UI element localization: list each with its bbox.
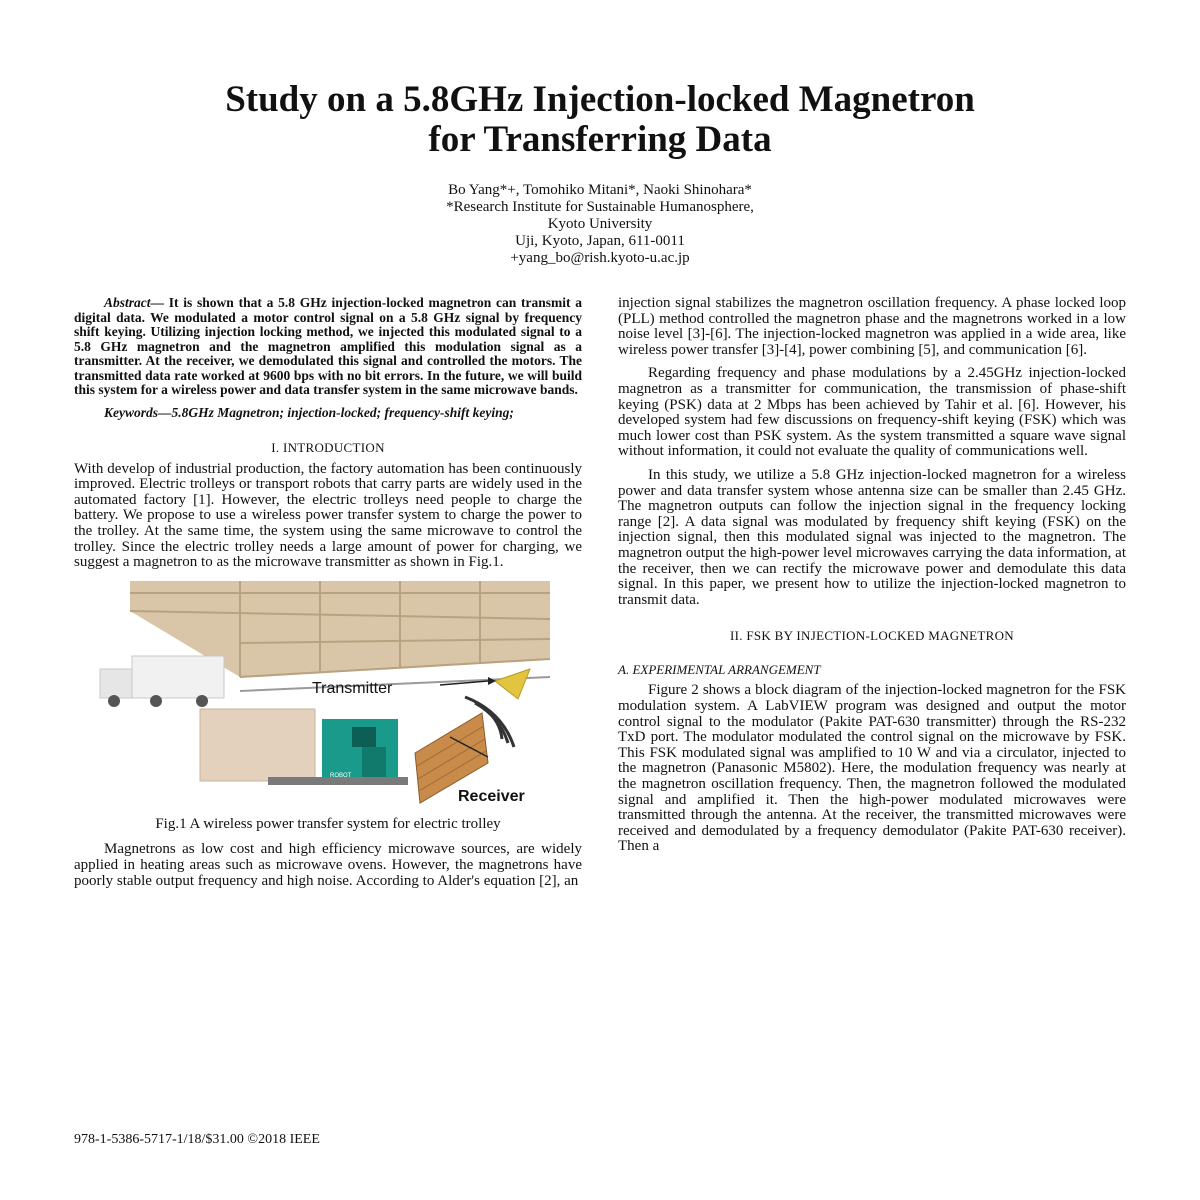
title-line-2: for Transferring Data [428,119,772,160]
author-email: +yang_bo@rish.kyoto-u.ac.jp [510,250,690,266]
copyright-footer: 978-1-5386-5717-1/18/$31.00 ©2018 IEEE [74,1132,320,1147]
trolley-device-label: ROBOT [330,772,352,779]
figure-1-caption: Fig.1 A wireless power transfer system for electric trolley [155,815,501,832]
transmitter-antenna [495,669,530,699]
abstract-label: Abstract [104,295,151,310]
cargo-box [200,709,315,781]
author-affiliation: *Research Institute for Sustainable Humanosphere, [446,199,754,215]
figure-1-illustration [90,581,570,809]
abstract-text: — It is shown that a 5.8 GHz injection-locked magnetron can transmit a digital data. We modulated a motor control signal on a 5.8 GHz signal by frequency shift keying. Utilizing injection locking method, we injected this modulated signal to a 5.8 GHz magnetron and the magnetron amplified this modulation signal as a transmitter. At the receiver, we demodulated this signal and controlled the motors. The transmitted data rate worked at 9600 bps with no bit errors. In the future, we will build this system for a wireless power and data transfer system in the same microwave bands. [74,295,582,397]
author-names: Bo Yang*+, Tomohiko Mitani*, Naoki Shinohara* [448,182,752,198]
figure-1 [90,581,570,809]
author-block [300,182,900,267]
intro-paragraph-2: Magnetrons as low cost and high efficiency microwave sources, are widely applied in heating areas such as microwave ovens. However, the magnetrons have poorly stable output frequency and high noise. According to Alder's equation [2], an [74,841,582,889]
truck-illustration [100,656,224,707]
author-university: Kyoto University [547,216,653,232]
right-paragraph-1: injection signal stabilizes the magnetron oscillation frequency. A phase locked loop (PLL) method controlled the magnetron phase and the magnetrons worked in a low noise level [3]-[6]. The injection-locked magnetron was applied in a wide area, like wireless power transfer [3]-[4], power combining [5], and communication [6]. [618,295,1126,358]
author-address: Uji, Kyoto, Japan, 611-0011 [515,233,685,249]
intro-heading: I. INTRODUCTION [271,440,385,455]
left-column [74,296,582,889]
keywords: Keywords—5.8GHz Magnetron; injection-locked; frequency-shift keying; [104,404,514,420]
right-paragraph-4: Figure 2 shows a block diagram of the injection-locked magnetron for the FSK modulation system. A LabVIEW program was designed and output the motor control signal to the modulator (Pakite PAT-630 transmitter) through the RS-232 TxD port. The modulator modulated the control signal on the microwave by FSK. This FSK modulated signal was amplified to 10 W and via a circulator, injected to the magnetron (Panasonic M5802). Here, the modulation frequency was nearly at the magnetron oscillation frequency. Then, the magnetron followed the modulated signal and amplified it. Then the high-power modulated microwaves were transmitted through the antenna. At the receiver, the transmitted microwaves were received and demodulated by a frequency demodulator (Pakite PAT-630 receiver). Then a [618,682,1126,855]
paper-title [60,80,1140,160]
title-line-1: Study on a 5.8GHz Injection-locked Magnetron [225,79,975,120]
right-paragraph-2: Regarding frequency and phase modulations by a 2.45GHz injection-locked magnetron as a transmitter for communication, the transmission of phase-shift keying (PSK) data at 2 Mbps has been achieved by Tahir et al. [6]. However, his developed system had few discussions on frequency-shift keying (FSK) which was much lower cost than PSK system. As the system transmitted a square wave signal without information, it could not evaluate the quality of communications well. [618,365,1126,460]
right-column [618,296,1126,855]
fsk-heading: II. FSK BY INJECTION-LOCKED MAGNETRON [730,628,1014,644]
right-paragraph-3: In this study, we utilize a 5.8 GHz injection-locked magnetron for a wireless power and data transfer system whose antenna size can be smaller than 2.45 GHz. The magnetron outputs can follow the injection signal in the frequency locking range [2]. A data signal was modulated by frequency shift keying (FSK) on the injection signal, then this modulated signal was injected to the magnetron. The magnetron output the high-power level microwaves carrying the data information, at the receiver, then we can rectify the microwave power and demodulate this data signal. In this paper, we present how to utilize the injection-locked magnetron to transmit data. [618,466,1126,608]
experimental-arrangement-heading: A. EXPERIMENTAL ARRANGEMENT [618,661,821,677]
transmitter-label: Transmitter [312,679,393,697]
abstract [74,296,582,398]
receiver-label: Receiver [458,787,525,805]
intro-paragraph-1: With develop of industrial production, the factory automation has been continuously improved. Electric trolleys or transport robots that carry parts are widely used in the automated factory [1]. However, the electric trolleys need people to charge the battery. We propose to use a wireless power transfer system to charge the power to the trolley. At the same time, the system using the same microwave to control the trolley. Since the electric trolley needs a large amount of power for charging, we suggest a magnetron to as the microwave transmitter as shown in Fig.1. [74,460,582,571]
